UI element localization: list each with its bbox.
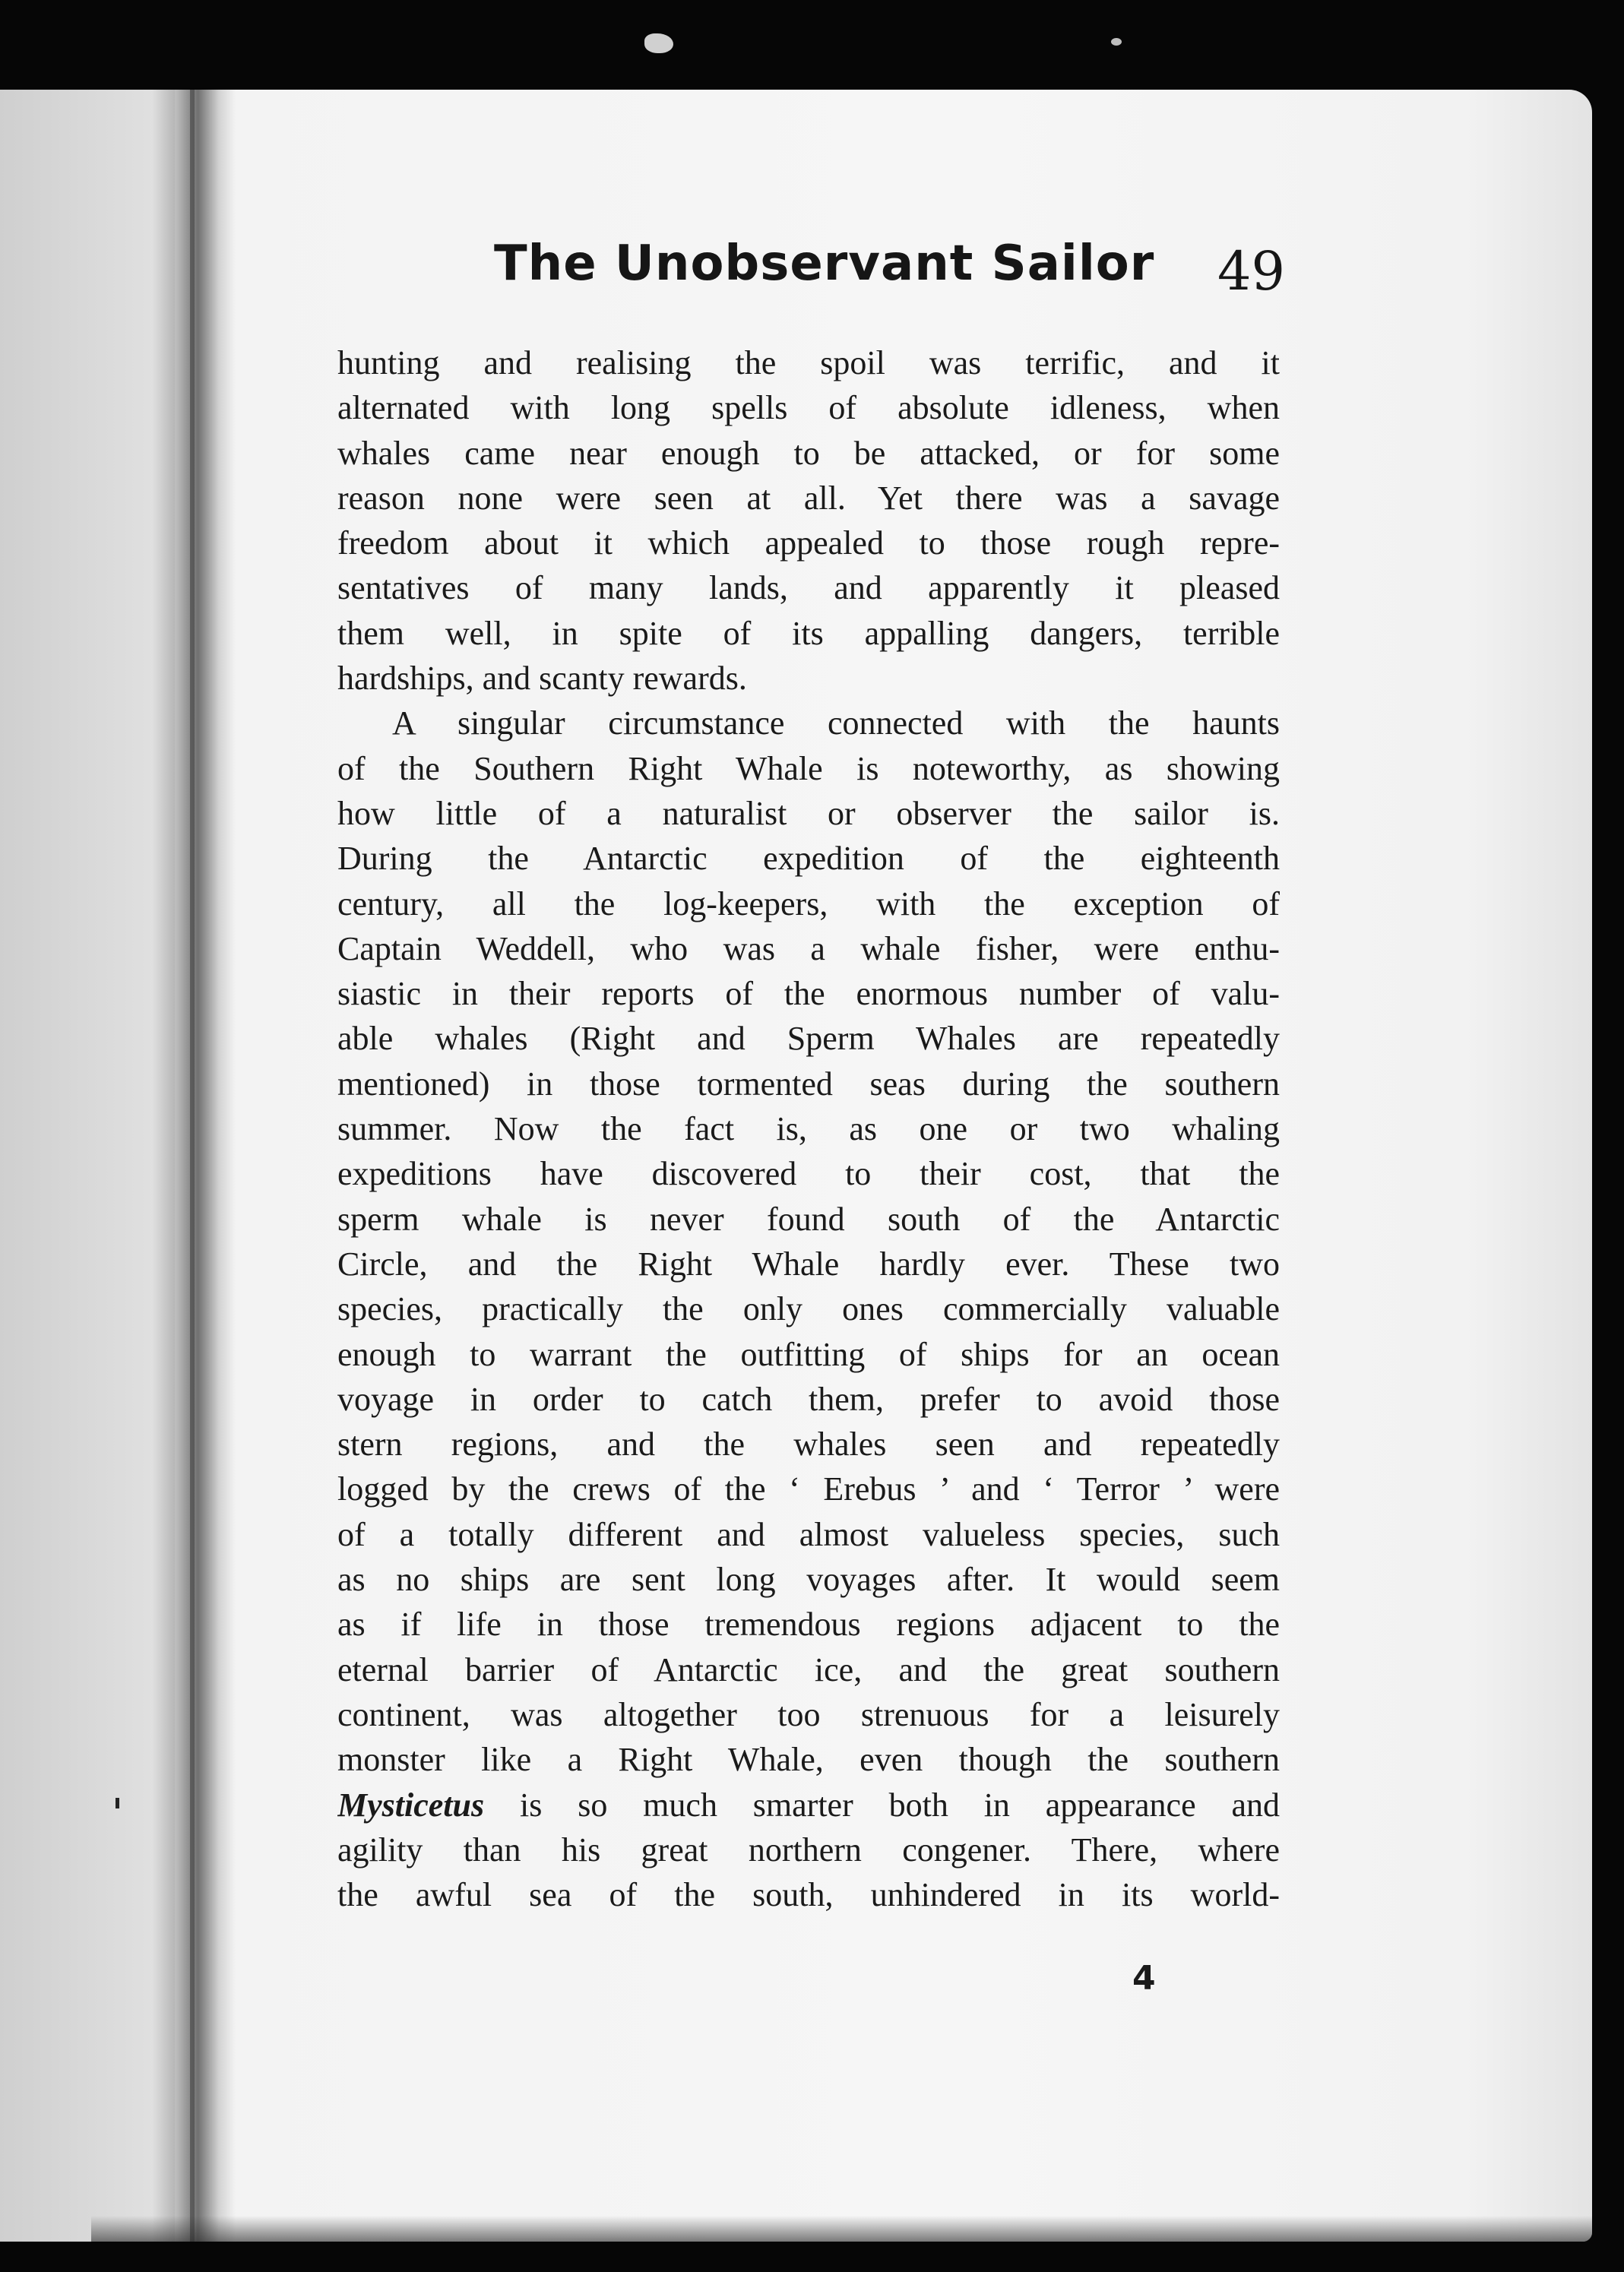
text-line: Circle, and the Right Whale hardly ever. These two (337, 1245, 1280, 1283)
text-line: them well, in spite of its appalling dangers, terrible (337, 614, 1280, 652)
text-line: of the Southern Right Whale is noteworthy, as showing (337, 749, 1280, 787)
body-text (337, 340, 1280, 1917)
text-line: continent, was altogether too strenuous for a leisurely (337, 1695, 1280, 1733)
text-line: logged by the crews of the ‘ Erebus ’ and ‘ Terror ’ were (337, 1470, 1280, 1508)
signature-mark: 4 (1132, 1959, 1156, 1998)
italic-term: Mysticetus (337, 1786, 485, 1824)
text-line: hunting and realising the spoil was terrific, and it (337, 344, 1280, 381)
text-line: A singular circumstance connected with the haunts (392, 704, 1280, 742)
text-line: agility than his great northern congener. There, where (337, 1831, 1280, 1869)
text-line: reason none were seen at all. Yet there was a savage (337, 479, 1280, 517)
text-line: of a totally different and almost valueless species, such (337, 1515, 1280, 1553)
text-line: sperm whale is never found south of the Antarctic (337, 1200, 1280, 1238)
text-line: as no ships are sent long voyages after. It would seem (337, 1561, 1280, 1599)
margin-mark (116, 1798, 119, 1808)
running-head: The Unobservant Sailor (494, 236, 1155, 292)
facing-page-edge (0, 90, 175, 2242)
text-line-rest: is so much smarter both in appearance and (519, 1786, 1280, 1824)
text-line: species, practically the only ones commercially valuable (337, 1290, 1280, 1328)
text-line: enough to warrant the outfitting of ships for an ocean (337, 1335, 1280, 1373)
text-line: monster like a Right Whale, even though the southern (337, 1741, 1280, 1779)
text-line: mentioned) in those tormented seas during the southern (337, 1065, 1280, 1103)
dust-speck (644, 33, 673, 53)
text-line: siastic in their reports of the enormous number of valu- (337, 975, 1280, 1013)
text-line: century, all the log-keepers, with the exception of (337, 884, 1280, 922)
text-line: alternated with long spells of absolute idleness, when (337, 389, 1280, 427)
text-line: voyage in order to catch them, prefer to avoid those (337, 1380, 1280, 1418)
text-line: able whales (Right and Sperm Whales are repeatedly (337, 1020, 1280, 1058)
page-number: 49 (1217, 240, 1286, 302)
text-line: expeditions have discovered to their cost, that the (337, 1155, 1280, 1193)
text-line: whales came near enough to be attacked, or for some (337, 434, 1280, 472)
dust-speck (1111, 38, 1122, 46)
text-line: the awful sea of the south, unhindered in its world- (337, 1876, 1280, 1914)
text-line: sentatives of many lands, and apparently it pleased (337, 569, 1280, 607)
text-line-with-italic (337, 1783, 1280, 1827)
text-line: how little of a naturalist or observer the sailor is. (337, 794, 1280, 832)
text-line: Captain Weddell, who was a whale fisher, were enthu- (337, 929, 1280, 967)
text-line: freedom about it which appealed to those rough repre- (337, 524, 1280, 562)
gutter-shadow-line (190, 90, 195, 2242)
text-line: stern regions, and the whales seen and repeatedly (337, 1426, 1280, 1464)
text-line: summer. Now the fact is, as one or two whaling (337, 1110, 1280, 1148)
text-line: hardships, and scanty rewards. (337, 660, 747, 698)
page-bottom-shadow (91, 2216, 1592, 2242)
text-line: eternal barrier of Antarctic ice, and the great southern (337, 1650, 1280, 1688)
text-line: During the Antarctic expedition of the eighteenth (337, 840, 1280, 878)
text-line: as if life in those tremendous regions adjacent to the (337, 1606, 1280, 1644)
